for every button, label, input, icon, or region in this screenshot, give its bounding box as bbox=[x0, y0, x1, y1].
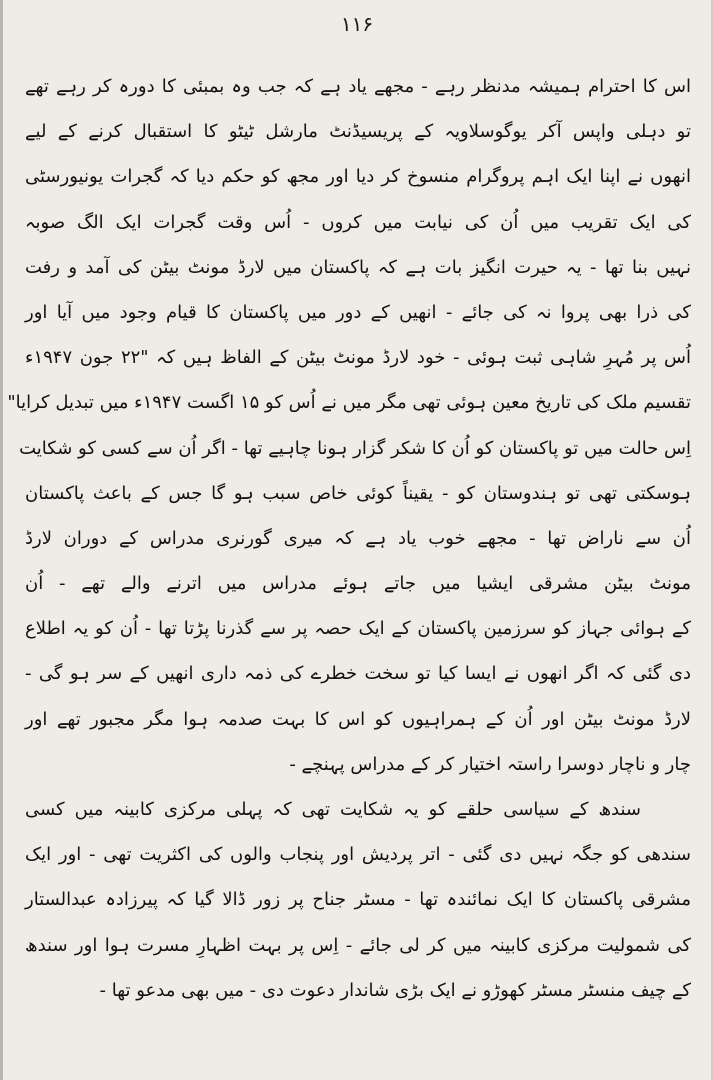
text-line: ہوسکتی تھی تو ہندوستان کو - یقیناً کوئی خاص سبب ہو گا جس کے باعث پاکستان bbox=[25, 482, 691, 504]
text-line: سندھی کو جگہ نہیں دی گئی - اتر پردیش اور پنجاب والوں کی اکثریت تھی - اور ایک bbox=[25, 844, 691, 866]
paragraph-end-line: چار و ناچار دوسرا راستہ اختیار کر کے مدراس پہنچے - bbox=[289, 753, 691, 775]
text-line: تقسیم ملک کی تاریخ معین ہوئی تھی مگر میں نے اُس کو ۱۵ اگست ۱۹۴۷ء میں تبدیل کرایا" bbox=[7, 392, 691, 414]
text-line: کی ذرا بھی پروا نہ کی جائے - انھیں کے دور میں پاکستان کا قیام وجود میں آیا اور bbox=[25, 301, 691, 323]
text-line: مشرقی پاکستان کا ایک نمائندہ تھا - مسٹر جناح پر زور ڈالا گیا کہ پیرزادہ عبدالستار bbox=[25, 889, 691, 911]
paragraph-end-line: کے چیف منسٹر مسٹر کھوڑو نے ایک بڑی شاندار دعوت دی - میں بھی مدعو تھا - bbox=[99, 979, 691, 1001]
text-line: دی گئی کہ اگر انھوں نے ایسا کیا تو سخت خطرے کی ذمہ داری انھیں کے سر ہو گی - bbox=[25, 663, 691, 685]
text-line: نہیں بنا تھا - یہ حیرت انگیز بات ہے کہ پاکستان میں لارڈ مونٹ بیٹن کی آمد و رفت bbox=[25, 256, 691, 278]
text-line: کی شمولیت مرکزی کابینہ میں کر لی جائے - اِس پر بہت اظہارِ مسرت ہوا اور سندھ bbox=[25, 934, 691, 956]
text-line: اس کا احترام ہمیشہ مدنظر رہے - مجھے یاد ہے کہ جب وہ بمبئی کا دورہ کر رہے تھے bbox=[25, 76, 691, 97]
paragraph-start-line: سندھ کے سیاسی حلقے کو یہ شکایت تھی کہ پہلی مرکزی کابینہ میں کسی bbox=[25, 799, 641, 820]
text-line: کے ہوائی جہاز کو سرزمین پاکستان کے ایک حصہ پر سے گذرنا پڑتا تھا - اُن کو یہ اطلاع bbox=[25, 618, 691, 640]
text-line: تو دہلی واپس آکر یوگوسلاویہ کے پریسیڈنٹ مارشل ٹیٹو کا استقبال کرنے کے لیے bbox=[25, 121, 691, 143]
page-number: ۱۱۶ bbox=[340, 12, 374, 36]
text-line: لارڈ مونٹ بیٹن اور اُن کے ہمراہیوں کو اس کا بہت صدمہ ہوا مگر مجبور تھے اور bbox=[25, 708, 691, 730]
text-line: انھوں نے اپنا ایک اہم پروگرام منسوخ کر دیا اور مجھ کو حکم دیا کہ گجرات یونیورسٹی bbox=[25, 166, 691, 188]
page-body bbox=[7, 64, 691, 1013]
text-line: کی ایک تقریب میں اُن کی نیابت میں کروں - اُس وقت گجرات ایک الگ صوبہ bbox=[25, 211, 691, 233]
text-line: اُن سے ناراض تھا - مجھے خوب یاد ہے کہ میری گورنری مدراس کے دوران لارڈ bbox=[25, 527, 691, 549]
text-line: اِس حالت میں تو پاکستان کو اُن کا شکر گزار ہونا چاہیے تھا - اگر اُن سے کسی کو شکایت bbox=[19, 437, 691, 459]
text-line: اُس پر مُہرِ شاہی ثبت ہوئی - خود لارڈ مونٹ بیٹن کے الفاظ ہیں کہ "۲۲ جون ۱۹۴۷ء bbox=[25, 347, 691, 369]
text-line: مونٹ بیٹن مشرقی ایشیا میں جاتے ہوئے مدراس میں اترنے والے تھے - اُن bbox=[25, 573, 691, 595]
